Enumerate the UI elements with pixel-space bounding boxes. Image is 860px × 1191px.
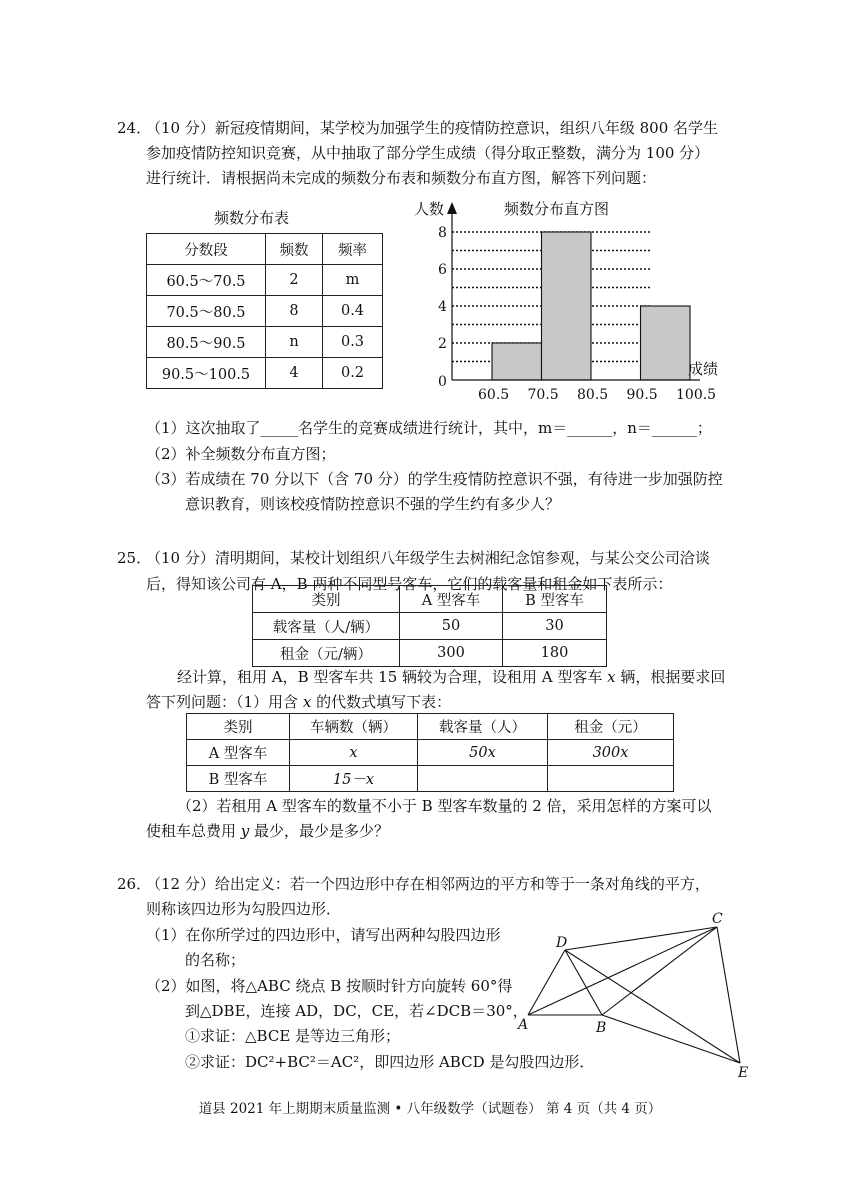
- segment-BC: [602, 927, 717, 1015]
- q26-sub2a: （2）如图，将△ABC 绕点 B 按顺时针方向旋转 60°得: [146, 977, 513, 995]
- algebra-table-header: 车辆数（辆）: [290, 714, 418, 740]
- table-row: [147, 265, 383, 296]
- q26-number: 26．: [117, 875, 152, 893]
- q24-line3: 进行统计．请根据尚未完成的频数分布表和频数分布直方图，解答下列问题：: [146, 169, 657, 187]
- y-axis-arrow-icon: [447, 202, 457, 214]
- table-row: [187, 766, 674, 792]
- table-row: [187, 740, 674, 766]
- variable-x: x: [607, 668, 616, 686]
- table-cell: x: [290, 740, 418, 766]
- y-tick-label: 4: [438, 299, 447, 315]
- table-cell: 70.5～80.5: [147, 296, 266, 327]
- histogram-bar: [542, 232, 592, 380]
- table-cell: 60.5～70.5: [147, 265, 266, 296]
- x-tick-label: 90.5: [626, 387, 658, 403]
- algebra-table-header: 租金（元）: [548, 714, 674, 740]
- q26-sub1a: （1）在你所学过的四边形中，请写出两种勾股四边形: [146, 926, 501, 944]
- q24-line2: 参加疫情防控知识竞赛，从中抽取了部分学生成绩（得分取正整数，满分为 100 分）: [146, 144, 710, 162]
- table-cell: 80.5～90.5: [147, 327, 266, 358]
- table-cell: B 型客车: [187, 766, 290, 792]
- bus-table-header: B 型客车: [503, 586, 607, 613]
- x-axis-label: 成绩: [688, 360, 719, 378]
- q25-line1: （10 分）清明期间，某校计划组织八年级学生去树湘纪念馆参观，与某公交公司洽谈: [146, 549, 710, 567]
- table-row: [253, 613, 607, 640]
- table-cell: 300: [400, 640, 503, 667]
- table-cell: 0.3: [323, 327, 383, 358]
- freq-table-header: 频数: [266, 234, 323, 265]
- algebra-table-header: 载客量（人）: [418, 714, 548, 740]
- table-cell: n: [266, 327, 323, 358]
- bus-info-table: [252, 585, 607, 667]
- table-cell: [418, 766, 548, 792]
- segment-BE: [602, 1015, 740, 1063]
- q25-sub2a: （2）若租用 A 型客车的数量不小于 B 型客车数量的 2 倍，采用怎样的方案可以: [177, 797, 712, 815]
- table-cell: 4: [266, 358, 323, 389]
- histogram-bar: [492, 343, 542, 380]
- freq-table-header: 分数段: [147, 234, 266, 265]
- table-cell: A 型客车: [187, 740, 290, 766]
- q24-sub2: （2）补全频数分布直方图；: [146, 445, 336, 463]
- x-tick-label: 70.5: [527, 387, 559, 403]
- q26-line1: （12 分）给出定义：若一个四边形中存在相邻两边的平方和等于一条对角线的平方，: [146, 875, 710, 893]
- y-tick-label: 6: [438, 262, 447, 278]
- q25-number: 25．: [117, 549, 152, 567]
- segment-DB: [565, 950, 602, 1015]
- variable-x: x: [302, 693, 312, 711]
- page-footer: 道县 2021 年上期期末质量监测 • 八年级数学（试题卷） 第 4 页（共 4 页）: [198, 1101, 662, 1117]
- table-cell: 0.4: [323, 296, 383, 327]
- bus-table-header: 类别: [253, 586, 400, 613]
- freq-table-title: 频数分布表: [214, 209, 290, 227]
- y-tick-label: 8: [438, 225, 447, 241]
- segment-AD: [528, 950, 565, 1015]
- histogram-bar: [641, 306, 691, 380]
- q26-sub2b: 到△DBE，连接 AD，DC，CE，若∠DCB＝30°，: [185, 1002, 528, 1020]
- q25-line2: 后，得知该公司有 A，B 两种不同型号客车，它们的载客量和租金如下表所示：: [146, 575, 673, 593]
- q24-line1: （10 分）新冠疫情期间，某学校为加强学生的疫情防控意识，组织八年级 800 名学生: [146, 119, 719, 137]
- table-cell: 0.2: [323, 358, 383, 389]
- table-cell: 15－x: [290, 766, 418, 792]
- geometry-figure: [510, 905, 760, 1080]
- y-tick-label: 0: [438, 374, 447, 390]
- table-cell: m: [323, 265, 383, 296]
- bus-table-header: A 型客车: [400, 586, 503, 613]
- table-cell: 租金（元/辆）: [253, 640, 400, 667]
- x-tick-label: 80.5: [577, 387, 609, 403]
- y-axis-label: 人数: [414, 200, 445, 218]
- q25-sub2b: 使租车总费用 y 最少，最少是多少？: [146, 822, 390, 840]
- q26-sub2d: ②求证：DC²+BC²＝AC²，即四边形 ABCD 是勾股四边形．: [185, 1053, 595, 1071]
- table-cell: 50: [400, 613, 503, 640]
- histogram-title: 频数分布直方图: [504, 200, 610, 218]
- q24-sub3a: （3）若成绩在 70 分以下（含 70 分）的学生疫情防控意识不强，有待进一步加强防控: [146, 470, 723, 488]
- q24-sub1: （1）这次抽取了_____名学生的竞赛成绩进行统计，其中，m＝______，n＝______；: [146, 419, 712, 437]
- x-tick-label: 100.5: [676, 387, 717, 403]
- point-label-E: E: [738, 1065, 749, 1080]
- q26-sub2c: ①求证：△BCE 是等边三角形；: [185, 1027, 401, 1045]
- table-cell: 30: [503, 613, 607, 640]
- table-cell: 8: [266, 296, 323, 327]
- y-tick-label: 2: [438, 336, 447, 352]
- table-row: [147, 358, 383, 389]
- point-label-D: D: [556, 935, 568, 951]
- algebra-table: [186, 713, 674, 792]
- q24-sub3b: 意识教育，则该校疫情防控意识不强的学生约有多少人？: [185, 495, 561, 513]
- q26-line2: 则称该四边形为勾股四边形．: [146, 900, 342, 918]
- q25-line3: 经计算，租用 A，B 型客车共 15 辆较为合理，设租用 A 型客车 x 辆，根据要求回: [177, 668, 726, 686]
- algebra-table-header: 类别: [187, 714, 290, 740]
- table-cell: [548, 766, 674, 792]
- segment-CE: [717, 927, 740, 1063]
- q26-sub1b: 的名称；: [185, 951, 246, 969]
- segment-DC: [565, 927, 717, 950]
- q24-number: 24．: [117, 119, 152, 137]
- table-cell: 300x: [548, 740, 674, 766]
- table-cell: 2: [266, 265, 323, 296]
- point-label-A: A: [518, 1017, 529, 1033]
- table-row: [147, 296, 383, 327]
- table-row: [253, 640, 607, 667]
- frequency-table: [146, 233, 383, 389]
- variable-y: y: [240, 822, 250, 840]
- x-tick-label: 60.5: [478, 387, 510, 403]
- segment-DE: [565, 950, 740, 1063]
- freq-table-header: 频率: [323, 234, 383, 265]
- frequency-histogram: [400, 192, 740, 407]
- point-label-C: C: [712, 911, 723, 927]
- point-label-B: B: [596, 1020, 607, 1036]
- table-cell: 90.5～100.5: [147, 358, 266, 389]
- table-row: [147, 327, 383, 358]
- q25-line4: 答下列问题：（1）用含 x 的代数式填写下表：: [146, 693, 452, 711]
- table-cell: 载客量（人/辆）: [253, 613, 400, 640]
- table-cell: 180: [503, 640, 607, 667]
- table-cell: 50x: [418, 740, 548, 766]
